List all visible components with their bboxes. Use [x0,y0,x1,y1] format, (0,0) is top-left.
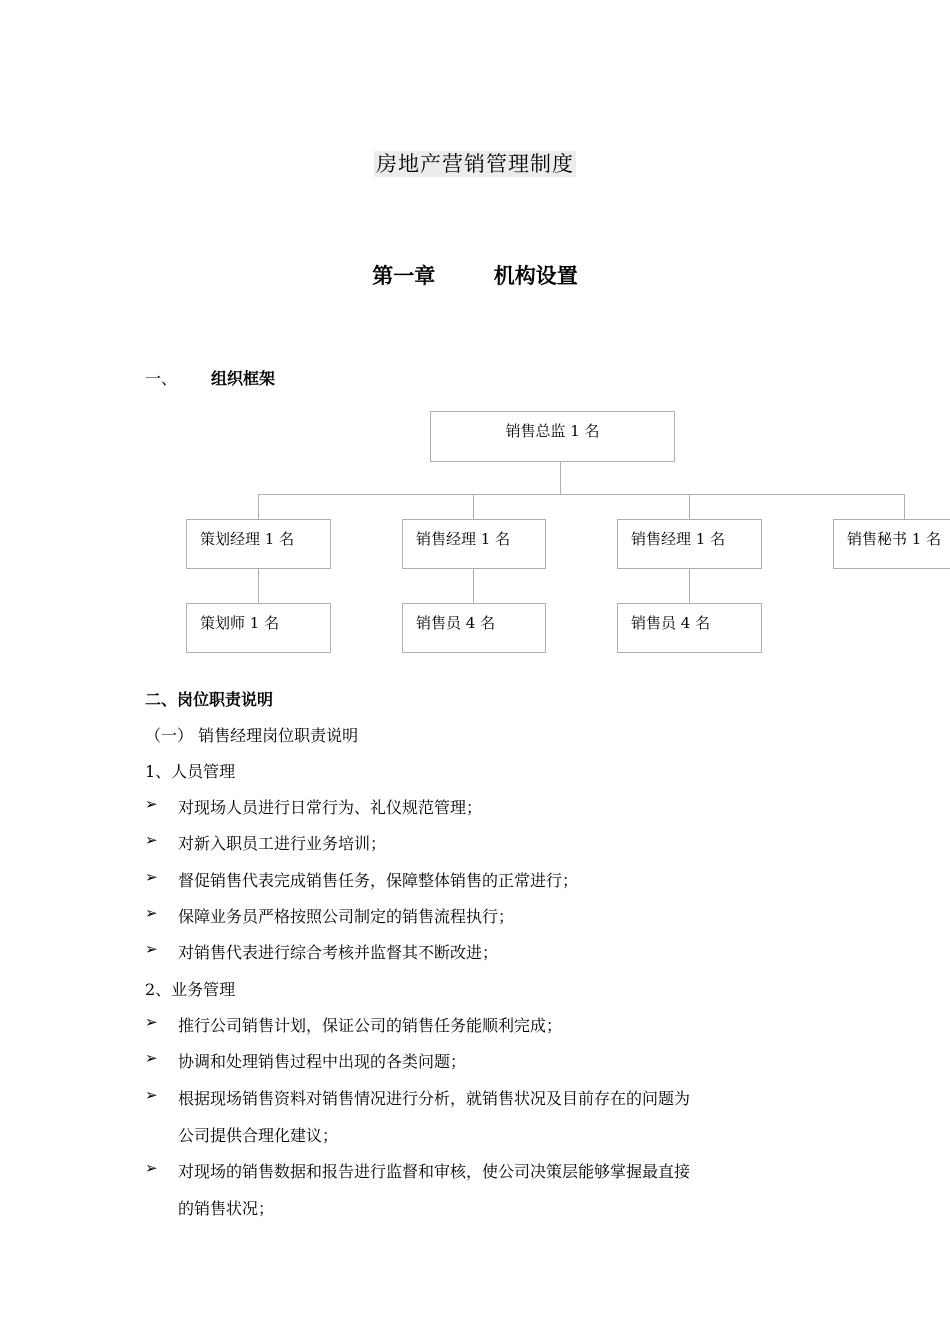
connector-drop-2 [473,494,474,519]
subheading-sales-manager: （一） 销售经理岗位职责说明 [145,726,359,745]
org-box-sales-manager-1: 销售经理 1 名 [402,519,546,569]
list-item-text: 对销售代表进行综合考核并监督其不断改进； [178,943,499,962]
connector-drop-3 [689,494,690,519]
connector-horizontal [258,494,905,495]
connector-l3-3 [689,568,690,604]
bullet-arrow-icon: ➢ [145,1013,158,1031]
list-item-text: 公司提供合理化建议； [178,1126,339,1145]
bullet-arrow-icon: ➢ [145,1049,158,1067]
document-title-text: 房地产营销管理制度 [376,152,574,176]
bullet-arrow-icon: ➢ [145,1086,158,1104]
connector-drop-4 [904,494,905,519]
document-title [0,148,950,178]
connector-top-down [560,461,561,495]
list-item-text: 保障业务员严格按照公司制定的销售流程执行； [178,907,515,926]
group-2-title: 2、业务管理 [145,980,236,999]
connector-l3-2 [473,568,474,604]
bullet-arrow-icon: ➢ [145,868,158,886]
chapter-heading: 第一章 机构设置 [372,264,578,288]
list-item-text: 对现场的销售数据和报告进行监督和审核，使公司决策层能够掌握最直接 [178,1162,691,1181]
section-1-number: 一、 [145,369,178,388]
connector-l3-1 [258,568,259,604]
org-box-sales-director: 销售总监 1 名 [430,411,675,462]
list-item-text: 协调和处理销售过程中出现的各类问题； [178,1052,467,1071]
group-1-title: 1、人员管理 [145,762,236,781]
list-item-text: 根据现场销售资料对销售情况进行分析，就销售状况及目前存在的问题为 [178,1089,691,1108]
list-item-text: 推行公司销售计划，保证公司的销售任务能顺利完成； [178,1016,563,1035]
section-2-heading: 二、岗位职责说明 [145,690,274,709]
org-box-planning-manager: 策划经理 1 名 [186,519,331,569]
connector-drop-1 [258,494,259,519]
bullet-arrow-icon: ➢ [145,795,158,813]
bullet-arrow-icon: ➢ [145,940,158,958]
org-box-salespeople-2: 销售员 4 名 [617,603,762,653]
section-1-title: 组织框架 [211,369,276,388]
bullet-arrow-icon: ➢ [145,1159,158,1177]
list-item-text: 对现场人员进行日常行为、礼仪规范管理； [178,798,483,817]
bullet-arrow-icon: ➢ [145,904,158,922]
org-box-sales-secretary: 销售秘书 1 名 [833,519,950,569]
bullet-arrow-icon: ➢ [145,831,158,849]
list-item-text: 的销售状况； [178,1199,275,1218]
list-item-text: 对新入职员工进行业务培训； [178,834,387,853]
org-box-planner: 策划师 1 名 [186,603,331,653]
list-item-text: 督促销售代表完成销售任务，保障整体销售的正常进行； [178,871,579,890]
org-box-salespeople-1: 销售员 4 名 [402,603,546,653]
org-box-sales-manager-2: 销售经理 1 名 [617,519,762,569]
